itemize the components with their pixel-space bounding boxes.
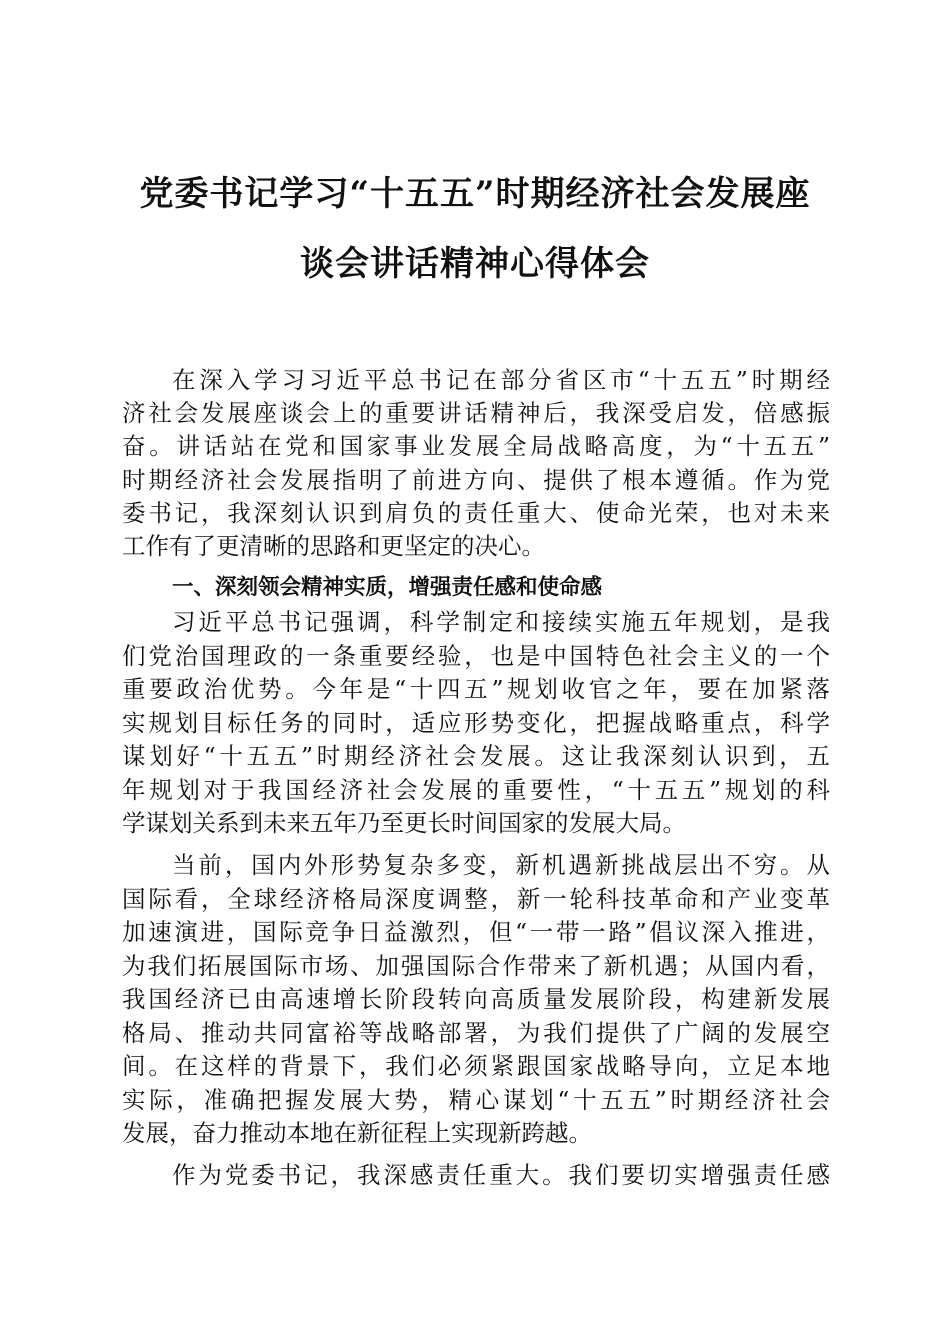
paragraph-1-line-3: 奋。讲话站在党和国家事业发展全局战略高度，为“十五五”: [122, 432, 830, 460]
paragraph-1-line-4: 时期经济社会发展指明了前进方向、提供了根本遵循。作为党: [122, 466, 830, 494]
paragraph-3-line-3: 加速演进，国际竞争日益激烈，但“一带一路”倡议深入推进，: [122, 918, 830, 946]
paragraph-2-line-6: 年规划对于我国经济社会发展的重要性，“十五五”规划的科: [122, 776, 830, 804]
paragraph-3-line-7: 间。在这样的背景下，我们必须紧跟国家战略导向，立足本地: [122, 1052, 830, 1080]
paragraph-1-line-1: 在深入学习习近平总书记在部分省区市“十五五”时期经: [172, 366, 830, 394]
paragraph-1-line-2: 济社会发展座谈会上的重要讲话精神后，我深受启发，倍感振: [122, 399, 830, 427]
paragraph-3-line-2: 国际看，全球经济格局深度调整，新一轮科技革命和产业变革: [122, 885, 830, 913]
paragraph-2-line-7: 学谋划关系到未来五年乃至更长时间国家的发展大局。: [122, 809, 686, 837]
paragraph-3-line-1: 当前，国内外形势复杂多变，新机遇新挑战层出不穷。从: [172, 851, 830, 879]
paragraph-3-line-8: 实际，准确把握发展大势，精心谋划“十五五”时期经济社会: [122, 1086, 830, 1114]
paragraph-2-line-3: 重要政治优势。今年是“十四五”规划收官之年，要在加紧落: [122, 675, 830, 703]
paragraph-2-line-1: 习近平总书记强调，科学制定和接续实施五年规划，是我: [172, 608, 830, 636]
paragraph-3-line-9: 发展，奋力推动本地在新征程上实现新跨越。: [122, 1119, 592, 1147]
paragraph-2-line-2: 们党治国理政的一条重要经验，也是中国特色社会主义的一个: [122, 642, 830, 670]
paragraph-3-line-6: 格局、推动共同富裕等战略部署，为我们提供了广阔的发展空: [122, 1019, 830, 1047]
paragraph-3-line-4: 为我们拓展国际市场、加强国际合作带来了新机遇；从国内看，: [122, 952, 830, 980]
paragraph-2-line-4: 实规划目标任务的同时，适应形势变化，把握战略重点，科学: [122, 709, 830, 737]
paragraph-3-line-5: 我国经济已由高速增长阶段转向高质量发展阶段，构建新发展: [122, 985, 830, 1013]
document-title-line-1: 党委书记学习“十五五”时期经济社会发展座: [139, 174, 811, 214]
paragraph-4-line-1: 作为党委书记，我深感责任重大。我们要切实增强责任感: [172, 1161, 830, 1189]
paragraph-1-line-5: 委书记，我深刻认识到肩负的责任重大、使命光荣，也对未来: [122, 499, 830, 527]
section-heading-1: 一、深刻领会精神实质，增强责任感和使命感: [172, 575, 603, 600]
paragraph-1-line-6: 工作有了更清晰的思路和更坚定的决心。: [122, 532, 545, 560]
document-title-line-2: 谈会讲话精神心得体会: [300, 244, 650, 284]
paragraph-2-line-5: 谋划好“十五五”时期经济社会发展。这让我深刻认识到，五: [122, 742, 830, 770]
